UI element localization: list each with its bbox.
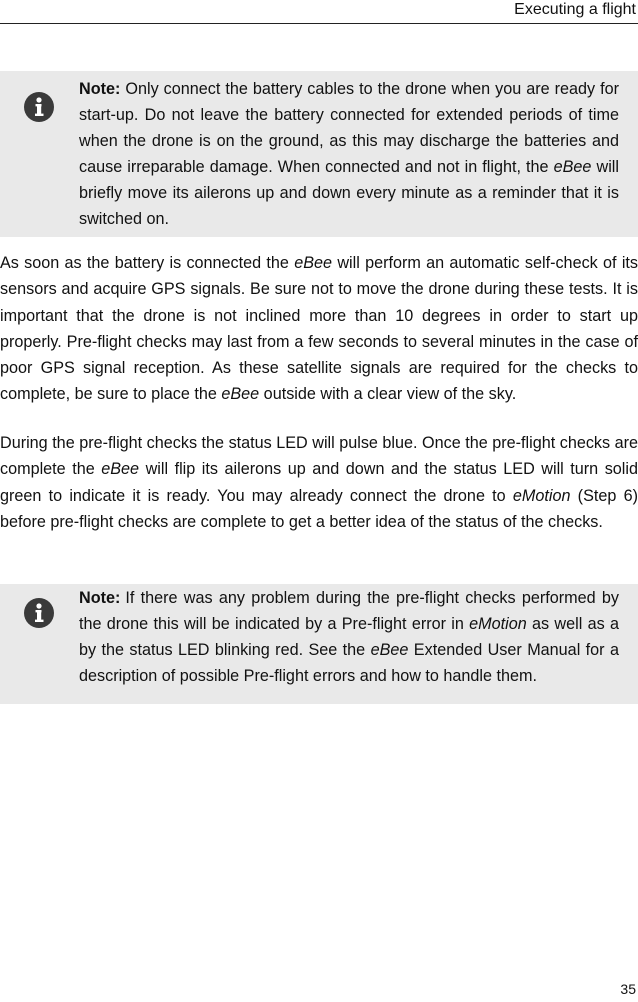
note-text-1: eBee: [553, 158, 592, 176]
note-text-2: will briefly move its ailerons up and down every minute as a reminder that it is switched on.: [79, 158, 619, 228]
note-text-0: Only connect the battery cables to the drone when you are ready for start-up. Do not leave the battery connected for extended periods of time when the drone is on the ground, as this may discharge the batteries and cause irreparable damage. When connected and not in flight, the: [79, 80, 619, 176]
info-icon: [23, 91, 55, 123]
page-header: [0, 0, 638, 24]
para-text-1: eBee: [101, 460, 140, 479]
para-text-3: eMotion: [512, 486, 571, 505]
para-text-4: outside with a clear view of the sky.: [259, 385, 517, 404]
note-box: [0, 584, 638, 704]
note-text-1: eMotion: [469, 615, 527, 633]
paragraph-self-check: [0, 250, 638, 408]
note-label: Note:: [79, 80, 121, 98]
para-text-4: (Step 6) before pre-flight checks are complete to get a better idea of the status of the checks.: [0, 486, 638, 531]
para-text-0: During the pre-flight checks the status LED will pulse blue. Once the pre-flight checks are complete the: [0, 434, 638, 479]
section-title: Executing a flight: [514, 1, 636, 18]
para-text-2: will flip its ailerons up and down and the status LED will turn solid green to indicate it is ready. You may already connect the drone to: [0, 460, 638, 505]
info-icon: [23, 597, 55, 629]
para-text-2: will perform an automatic self-check of its sensors and acquire GPS signals. Be sure not to move the drone during these tests. It is important that the drone is not inclined more than 10 degrees in order to start up properly. Pre-flight checks may last from a few seconds to several minutes in the case of poor GPS signal reception. As these satellite signals are required for the checks to complete, be sure to place the: [0, 254, 638, 404]
note-text: [79, 585, 619, 689]
note-text-3: eBee: [370, 641, 409, 659]
para-text-0: As soon as the battery is connected the: [0, 254, 295, 272]
note-text: [79, 76, 619, 232]
note-label: Note:: [79, 589, 121, 607]
para-text-1: eBee: [294, 254, 333, 272]
paragraph-preflight: [0, 430, 638, 535]
note-text-0: If there was any problem during the pre-flight checks performed by the drone this will be indicated by a Pre-flight error in: [79, 589, 619, 633]
page-number: 35: [620, 981, 636, 997]
note-text-2: as well as a by the status LED blinking red. See the: [79, 615, 619, 659]
para-text-3: eBee: [221, 385, 260, 404]
note-text-4: Extended User Manual for a description of possible Pre-flight errors and how to handle them.: [79, 641, 619, 685]
note-box: [0, 71, 638, 237]
